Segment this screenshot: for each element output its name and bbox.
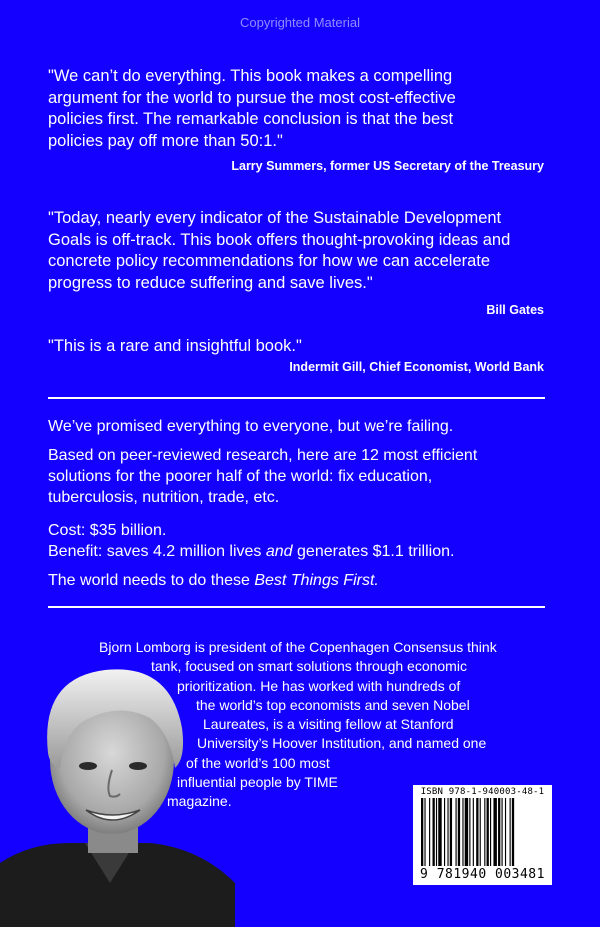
barcode-bar <box>456 798 457 866</box>
benefit-suffix: generates $1.1 trillion. <box>292 543 455 560</box>
attribution-summers: Larry Summers, former US Secretary of the Treasury <box>231 159 544 173</box>
quote-line: "We can’t do everything. This book makes a compelling <box>48 67 453 85</box>
research-line: Based on peer-reviewed research, here are 12 most efficient <box>48 447 478 464</box>
quote-line: "This is a rare and insightful book." <box>48 337 302 355</box>
barcode-bar <box>444 798 445 866</box>
benefit-emphasis: and <box>265 543 293 560</box>
barcode-bar <box>436 798 437 866</box>
quote-line: policies pay off more than 50:1." <box>48 131 283 150</box>
barcode-bar <box>505 798 506 866</box>
isbn-barcode <box>413 785 552 885</box>
barcode-bar <box>510 798 511 866</box>
quote-gates <box>48 208 548 294</box>
benefit-text <box>48 541 553 562</box>
barcode-bar <box>502 798 503 866</box>
quote-line: Goals is off-track. This book offers thought-provoking ideas and <box>48 230 511 249</box>
quote-line: progress to reduce suffering and save lives." <box>48 273 373 292</box>
bio-line: of the world’s 100 most <box>186 754 330 771</box>
attribution-gates: Bill Gates <box>486 303 544 317</box>
quote-line: concrete policy recommendations for how we can accelerate <box>48 252 491 270</box>
bio-line: tank, focused on smart solutions through economic <box>151 658 467 675</box>
barcode-bar <box>438 798 441 866</box>
bio-line: influential people by TIME <box>177 774 338 791</box>
benefit-prefix: Benefit: saves 4.2 million lives <box>48 543 266 560</box>
barcode-bar <box>450 798 452 866</box>
barcode-bar <box>484 798 485 866</box>
barcode-bar <box>480 798 481 866</box>
book-title-emphasis: Best Things First. <box>254 572 379 589</box>
barcode-bar <box>462 798 463 866</box>
bio-line: Laureates, is a visiting fellow at Stanford <box>203 716 454 733</box>
isbn-digits: 9 781940 003481 <box>420 867 545 882</box>
quote-line: policies first. The remarkable conclusion is that the best <box>48 110 454 128</box>
barcode-bar <box>458 798 460 866</box>
bio-line: magazine. <box>167 793 232 810</box>
bio-line: Bjorn Lomborg is president of the Copenhagen Consensus think <box>99 639 497 655</box>
barcode-bar <box>429 798 430 866</box>
closing-prefix: The world needs to do these <box>48 572 255 589</box>
bio-line: the world’s top economists and seven Nobel <box>196 696 470 713</box>
quote-line: "Today, nearly every indicator of the Sustainable Development <box>48 209 502 227</box>
barcode-bar <box>490 798 491 866</box>
research-line: tuberculosis, nutrition, trade, etc. <box>48 489 280 506</box>
barcode-bar <box>424 798 425 866</box>
research-text <box>48 445 553 508</box>
barcode-bar <box>469 798 470 866</box>
divider-bottom <box>48 606 545 608</box>
barcode-bar <box>433 798 435 866</box>
attribution-gill: Indermit Gill, Chief Economist, World Bank <box>289 360 544 374</box>
barcode-bar <box>498 798 500 866</box>
quote-gill <box>48 336 548 358</box>
cost-text: Cost: $35 billion. <box>48 522 167 539</box>
barcode-bar <box>421 798 423 866</box>
bio-line: prioritization. He has worked with hundreds of <box>177 677 461 694</box>
bio-line: University’s Hoover Institution, and named one <box>197 735 487 752</box>
isbn-label: ISBN 978-1-940003-48-1 <box>420 787 545 797</box>
barcode-bar <box>487 798 489 866</box>
quote-line: argument for the world to pursue the most cost-effective <box>48 88 456 107</box>
research-line: solutions for the poorer half of the world: fix education, <box>48 468 433 485</box>
barcode-bar <box>476 798 478 866</box>
promise-text: We’ve promised everything to everyone, but we’re failing. <box>48 418 454 435</box>
barcode-bar <box>465 798 468 866</box>
closing-text <box>48 570 553 591</box>
barcode-bars <box>421 798 545 866</box>
quote-summers <box>48 66 548 152</box>
barcode-bar <box>447 798 448 866</box>
barcode-bar <box>473 798 474 866</box>
barcode-bar <box>493 798 496 866</box>
copyright-watermark: Copyrighted Material <box>240 15 360 30</box>
divider-top <box>48 397 545 399</box>
barcode-bar <box>512 798 514 866</box>
